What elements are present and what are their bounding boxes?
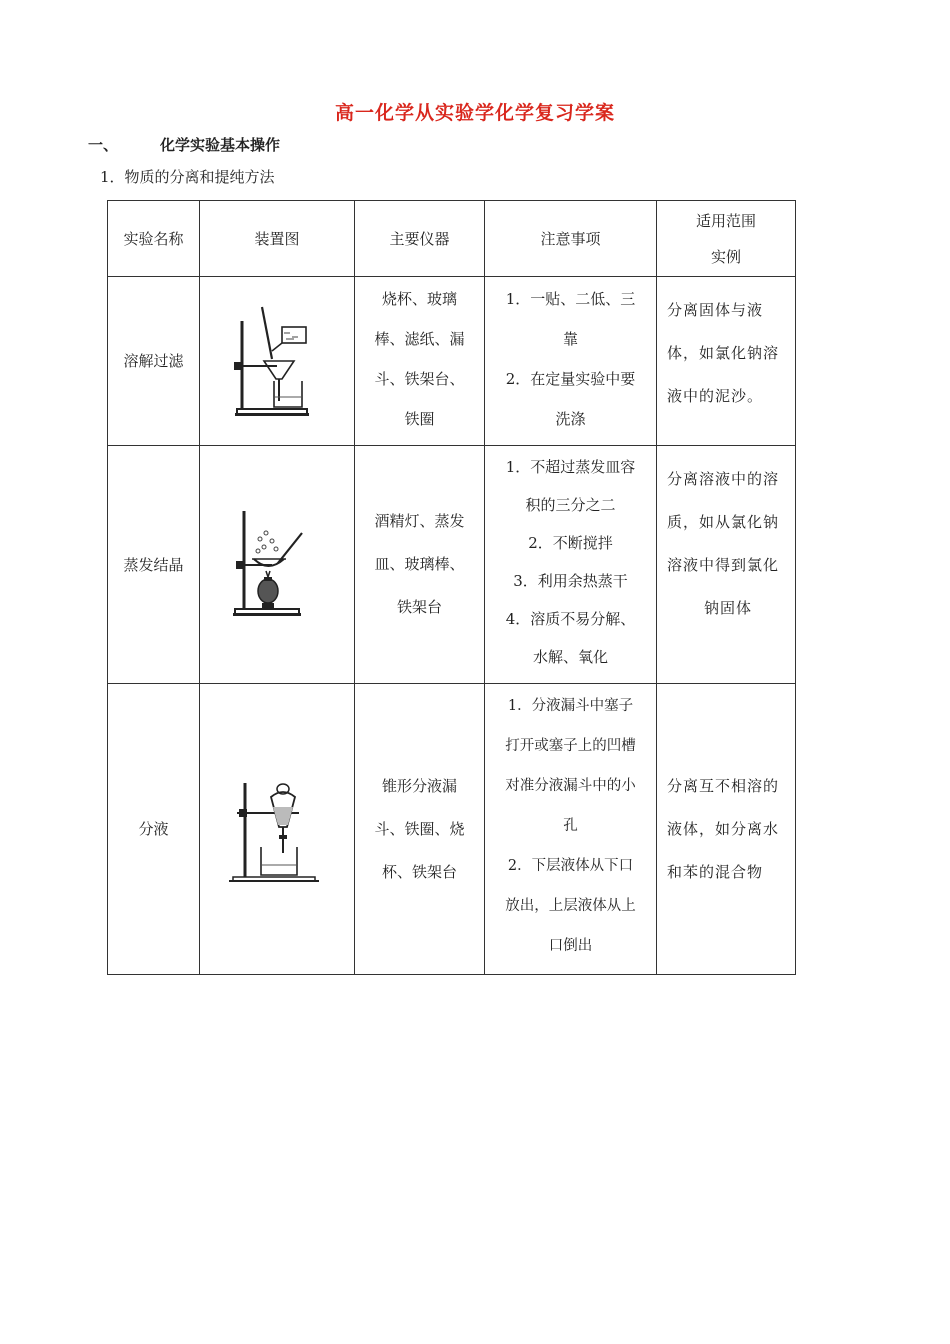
diagram-cell bbox=[200, 684, 355, 975]
notes-cell bbox=[485, 446, 657, 684]
notes-line: 2．下层液体从下口 bbox=[507, 858, 634, 874]
separatory-funnel-apparatus-icon bbox=[227, 769, 327, 889]
instruments-cell bbox=[355, 446, 485, 684]
row-name: 蒸发结晶 bbox=[108, 446, 200, 684]
scope-cell bbox=[657, 684, 796, 975]
scope-cell bbox=[657, 446, 796, 684]
notes-line: 2．不断搅拌 bbox=[528, 534, 613, 552]
scope-line: 体，如氯化钠溶 bbox=[667, 344, 780, 362]
header-scope-line2: 实例 bbox=[710, 247, 741, 266]
instruments-line: 皿、玻璃棒、 bbox=[374, 555, 465, 573]
instruments-line: 酒精灯、蒸发 bbox=[374, 512, 465, 530]
notes-line: 1．一贴、二低、三 bbox=[505, 290, 636, 308]
row-name: 分液 bbox=[108, 684, 200, 975]
scope-line: 和苯的混合物 bbox=[667, 862, 764, 881]
header-instruments: 主要仪器 bbox=[355, 201, 485, 277]
notes-line: 1．不超过蒸发皿容 bbox=[505, 458, 636, 476]
scope-line: 液体，如分离水 bbox=[667, 819, 780, 838]
scope-line: 质，如从氯化钠 bbox=[667, 513, 780, 531]
instruments-line: 斗、铁圈、烧 bbox=[374, 819, 465, 838]
row-name: 溶解过滤 bbox=[108, 277, 200, 446]
table-row bbox=[108, 277, 796, 446]
notes-line: 放出，上层液体从上 bbox=[505, 898, 636, 914]
table-row bbox=[108, 684, 796, 975]
instruments-cell bbox=[355, 684, 485, 975]
section-heading bbox=[88, 134, 280, 155]
instruments-line: 锥形分液漏 bbox=[381, 776, 457, 795]
filtration-apparatus-icon bbox=[232, 301, 322, 421]
section-title: 化学实验基本操作 bbox=[160, 136, 281, 154]
notes-line: 4．溶质不易分解、 bbox=[505, 610, 636, 628]
header-scope-line1: 适用范围 bbox=[695, 211, 756, 230]
instruments-line: 铁圈 bbox=[404, 410, 435, 428]
table-header-row bbox=[108, 201, 796, 277]
scope-line: 分离溶液中的溶 bbox=[667, 470, 780, 488]
scope-cell bbox=[657, 277, 796, 446]
instruments-line: 斗、铁架台、 bbox=[374, 370, 465, 388]
diagram-cell bbox=[200, 277, 355, 446]
scope-line: 分离固体与液 bbox=[667, 301, 764, 319]
instruments-line: 烧杯、玻璃 bbox=[381, 290, 457, 308]
subsection-heading: 1．物质的分离和提纯方法 bbox=[100, 168, 275, 186]
table-row bbox=[108, 446, 796, 684]
notes-cell bbox=[485, 684, 657, 975]
scope-line: 液中的泥沙。 bbox=[667, 387, 764, 405]
notes-cell bbox=[485, 277, 657, 446]
instruments-line: 杯、铁架台 bbox=[381, 862, 457, 881]
notes-line: 2．在定量实验中要 bbox=[505, 370, 636, 388]
header-name: 实验名称 bbox=[108, 201, 200, 277]
notes-line: 3．利用余热蒸干 bbox=[513, 572, 628, 590]
notes-line: 口倒出 bbox=[548, 938, 593, 954]
scope-line: 分离互不相溶的 bbox=[667, 776, 780, 795]
evaporation-apparatus-icon bbox=[232, 505, 322, 625]
notes-line: 靠 bbox=[562, 330, 578, 348]
separation-methods-table bbox=[107, 200, 796, 975]
notes-line: 打开或塞子上的凹槽 bbox=[505, 738, 636, 754]
page-title: 高一化学从实验学化学复习学案 bbox=[334, 102, 615, 124]
header-scope bbox=[657, 201, 796, 277]
scope-line: 溶液中得到氯化 bbox=[667, 556, 780, 574]
header-notes: 注意事项 bbox=[485, 201, 657, 277]
diagram-cell bbox=[200, 446, 355, 684]
instruments-cell bbox=[355, 277, 485, 446]
section-number: 一、 bbox=[88, 136, 119, 154]
notes-line: 洗涤 bbox=[555, 410, 586, 428]
instruments-line: 棒、滤纸、漏 bbox=[374, 330, 465, 348]
notes-line: 对准分液漏斗中的小 bbox=[505, 778, 636, 794]
scope-line: 钠固体 bbox=[703, 599, 752, 617]
notes-line: 1．分液漏斗中塞子 bbox=[507, 698, 634, 714]
notes-line: 孔 bbox=[563, 818, 578, 834]
instruments-line: 铁架台 bbox=[396, 598, 442, 616]
notes-line: 积的三分之二 bbox=[525, 496, 616, 514]
notes-line: 水解、氧化 bbox=[532, 648, 608, 666]
header-diagram: 装置图 bbox=[200, 201, 355, 277]
